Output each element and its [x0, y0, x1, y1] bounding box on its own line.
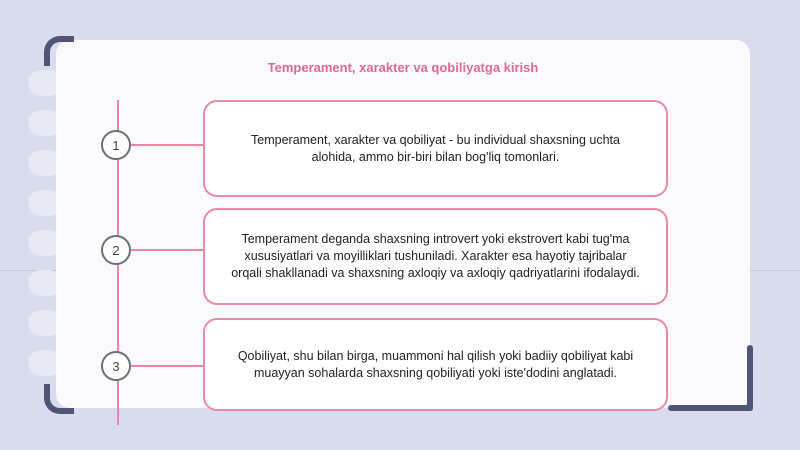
- frame-corner-bottom-right-bar: [668, 405, 753, 411]
- step-box-3: Qobiliyat, shu bilan birga, muammoni hal qilish yoki badiiy qobiliyat kabi muayyan sohalarda shaxsning qobiliyati yoki iste'dodini anglatadi.: [203, 318, 668, 411]
- frame-corner-bottom-left: [44, 384, 74, 414]
- step-number-2: 2: [101, 235, 131, 265]
- frame-corner-bottom-right: [747, 345, 753, 411]
- timeline-connector: [131, 249, 203, 251]
- step-number-3: 3: [101, 351, 131, 381]
- slide-title: Temperament, xarakter va qobiliyatga kirish: [267, 60, 539, 75]
- step-number-1: 1: [101, 130, 131, 160]
- timeline-connector: [131, 144, 203, 146]
- step-box-1: Temperament, xarakter va qobiliyat - bu individual shaxsning uchta alohida, ammo bir-biri bilan bog'liq tomonlari.: [203, 100, 668, 197]
- timeline-connector: [131, 365, 203, 367]
- step-box-2: Temperament deganda shaxsning introvert yoki ekstrovert kabi tug'ma xususiyatlari va moyilliklari tushuniladi. Xarakter esa hayotiy tajribalar orqali shakllanadi va shaxsning axloqiy va axloqiy qadriyatlarini ifodalaydi.: [203, 208, 668, 305]
